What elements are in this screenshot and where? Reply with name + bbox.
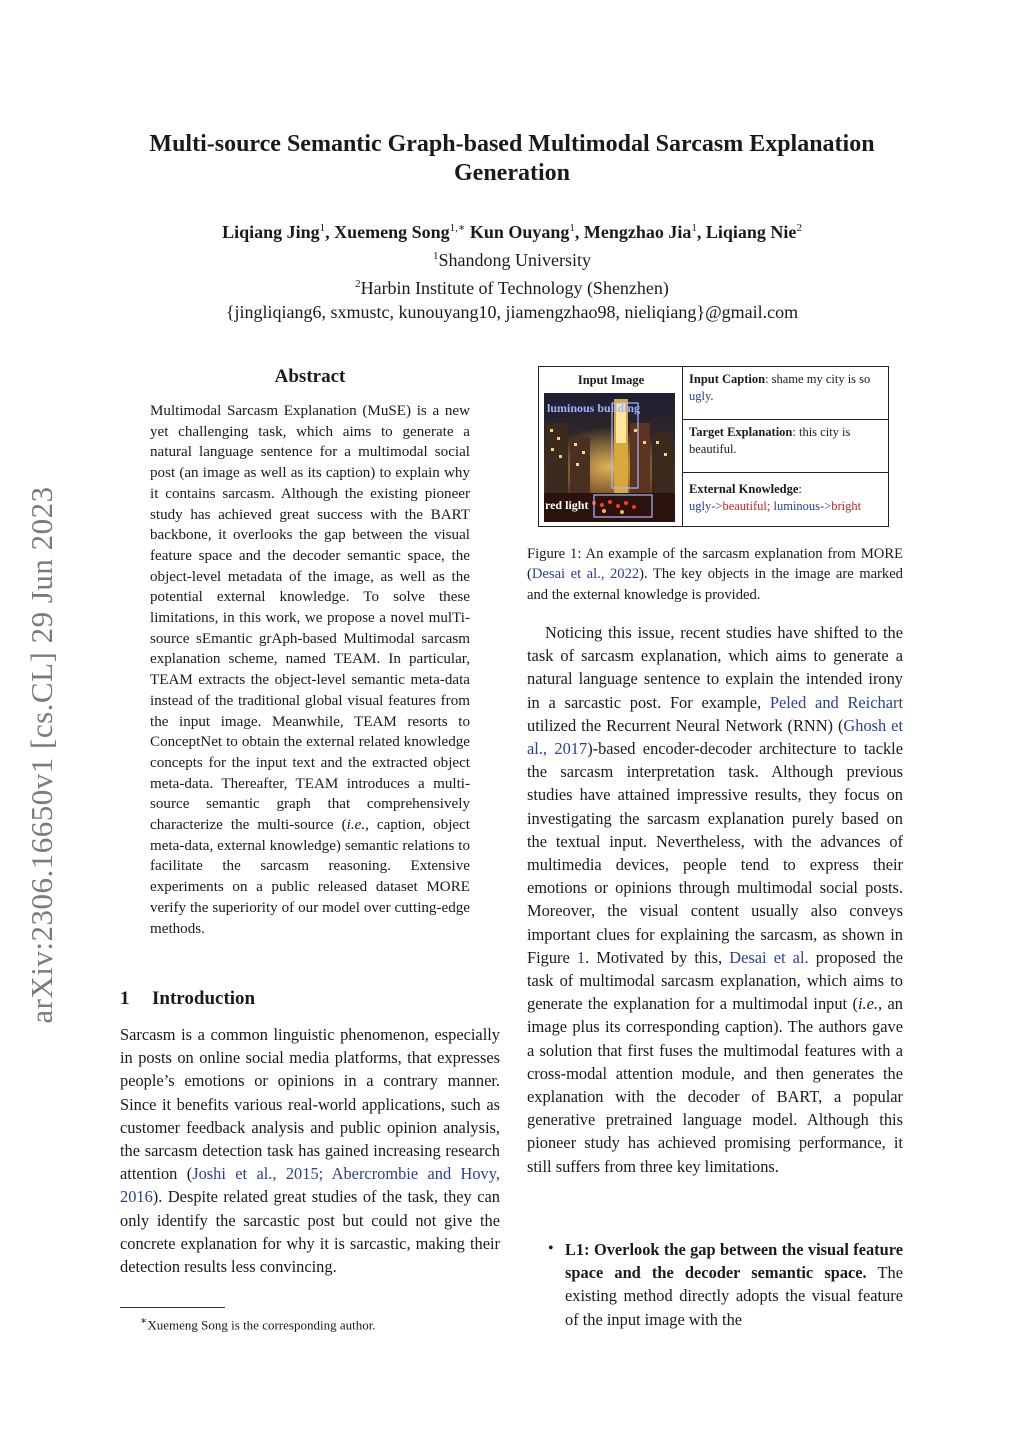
input-image-cell	[539, 367, 683, 526]
right-text-e: proposed the task of multimodal sarcasm explanation, which aims to generate the explanation for a multimodal input (	[527, 947, 903, 1014]
author-5: , Liqiang Nie	[696, 222, 797, 242]
introduction-paragraph	[120, 1023, 500, 1278]
knowledge-ugly: ugly	[689, 499, 712, 513]
abstract-ie: i.e.,	[346, 817, 369, 834]
section-title: Introduction	[152, 988, 256, 1009]
input-caption-word: ugly	[689, 389, 711, 403]
knowledge-colon: :	[798, 482, 802, 496]
author-2-sup: 1,∗	[449, 222, 466, 234]
knowledge-beautiful: beautiful	[722, 499, 767, 513]
affiliation-1	[100, 244, 924, 272]
abstract-text: Multimodal Sarcasm Explanation (MuSE) is a new yet challenging task, which aims to generate a natural language sentence for a multimodal social post (an image as well as its caption) to explain why it contains sarcasm. Although the existing pioneer study has achieved great success with the BART backbone, it overlooks the gap between the visual feature space and the decoder semantic space, the object-level metadata of the image, as well as the potential external knowledge. To solve these limitations, in this work, we propose a novel mulTi-source sEmantic grAph-based Multimodal sarcasm explanation scheme, named TEAM. In particular, TEAM extracts the object-level semantic meta-data instead of the traditional global visual features from the input image. Meanwhile, TEAM resorts to ConceptNet to obtain the external related knowledge concepts for the input text and the extracted object meta-data. Thereafter, TEAM introduces a multi-source semantic graph that comprehensively characterize the multi-source (	[150, 403, 470, 834]
bullet-marker: •	[548, 1240, 554, 1257]
author-list	[100, 216, 924, 244]
limitation-1-title: L1: Overlook the gap between the visual feature space and the decoder semantic space.	[565, 1240, 903, 1283]
affiliation-2	[100, 272, 924, 300]
external-knowledge-label: External Knowledge	[689, 482, 799, 496]
abstract-text-end: caption, object meta-data, external knowledge) semantic relations to facilitate the sarcasm reasoning. Extensive experiments on a public released dataset MORE verify the superiority of our model over cutting-edge methods.	[150, 817, 470, 937]
author-1: Liqiang Jing	[222, 222, 320, 242]
photo-label-red-light: red light	[545, 498, 589, 512]
target-explanation-cell	[683, 420, 888, 473]
affiliation-2-name: Harbin Institute of Technology (Shenzhen)	[360, 278, 669, 298]
right-text-b: utilized the Recurrent Neural Network (RNN) (	[527, 715, 844, 735]
citation-ghosh[interactable]: Ghosh et al., 2017	[527, 715, 904, 759]
input-image-label: Input Image	[577, 373, 645, 387]
target-explanation-label: Target Explanation	[689, 425, 793, 439]
right-text-a: Noticing this issue, recent studies have shifted to the task of sarcasm explanation, which aims to generate a natural language sentence to explain the intended irony in a sarcastic post. For example,	[527, 623, 903, 712]
photo-label-luminous-building: luminous building	[547, 401, 641, 415]
knowledge-arrow-1: ->	[711, 499, 723, 513]
arxiv-identifier: arXiv:2306.16650v1 [cs.CL] 29 Jun 2023	[24, 486, 59, 1024]
introduction-heading	[120, 988, 255, 1010]
right-column-paragraph	[527, 621, 903, 1178]
author-block	[100, 216, 924, 324]
footnote-rule	[120, 1307, 225, 1308]
footnote-mark: ∗	[140, 1315, 148, 1327]
knowledge-arrow-2: ->	[820, 499, 832, 513]
abstract-body	[150, 401, 470, 939]
affiliation-1-name: Shandong University	[438, 250, 591, 270]
external-knowledge-cell	[683, 473, 888, 526]
citation-peled[interactable]: Peled and Reichart	[769, 692, 903, 712]
target-explanation-text: : this city is beautiful.	[689, 425, 851, 456]
city-night-photo	[544, 393, 675, 522]
right-text-f: an image plus its corresponding caption). The authors gave a solution that first fuses the multimodal features with a cross-modal attention module, and then generates the explanation with the decoder of BART, a popular generative pretrained language model. Although this pioneer study has achieved promising performance, it still suffers from three key limitations.	[527, 994, 903, 1176]
right-text-d: . Motivated by this,	[585, 947, 730, 967]
author-1-sup: 1	[319, 222, 326, 234]
limitation-1-item	[565, 1238, 903, 1331]
author-emails: {jingliqiang6, sxmustc, kunouyang10, jiamengzhao98, nieliqiang}@gmail.com	[225, 302, 799, 322]
title-line-2: Generation	[454, 160, 570, 186]
caption-text-b: ). The key objects in the image are marked and the external knowledge is provided.	[527, 566, 903, 603]
intro-text-b: ). Despite related great studies of the task, they can only identify the sarcastic post but could not give the concrete explanation for why it is sarcastic, making their detection results less convincing.	[120, 1187, 500, 1277]
section-number: 1	[120, 988, 130, 1009]
title-line-1: Multi-source Semantic Graph-based Multimodal Sarcasm Explanation	[149, 131, 875, 157]
footnote	[140, 1313, 376, 1333]
author-5-sup: 2	[796, 222, 802, 234]
arxiv-sidebar	[12, 460, 72, 1060]
input-caption-cell	[683, 367, 888, 420]
right-text-c: )-based encoder-decoder architecture to tackle the sarcasm interpretation task. Although previous studies have attained impressive results, they focus on investigating the sarcasm explanation purely based on the textual input. Nevertheless, with the advances of multimedia devices, people tend to express their emotions or opinions through multimodal social posts. Moreover, the visual content usually also conveys important clues for explaining the sarcasm, as shown in Figure	[527, 739, 904, 967]
caption-text-a: Figure 1: An example of the sarcasm explanation from MORE (	[527, 546, 903, 583]
author-4-sup: 1	[691, 222, 697, 234]
input-caption-end: .	[710, 389, 714, 403]
right-ie: i.e.,	[857, 994, 883, 1014]
author-3: Kun Ouyang	[469, 222, 570, 242]
intro-text-a: Sarcasm is a common linguistic phenomenon, especially in posts on online social media platforms, that expresses people’s emotions or opinions in a contrary manner. Since it benefits various real-world applications, such as customer feedback analysis and public opinion analysis, the sarcasm detection task has gained increasing research attention (	[120, 1025, 500, 1184]
footnote-text: Xuemeng Song is the corresponding author.	[147, 1317, 376, 1333]
citation-link[interactable]: Joshi et al., 2015; Abercrombie and Hovy, 2016	[120, 1164, 500, 1207]
abstract-heading: Abstract	[274, 366, 346, 387]
citation-desai[interactable]: Desai et al.	[729, 947, 809, 967]
figure-1-table	[538, 366, 889, 527]
author-2: , Xuemeng Song	[325, 222, 450, 242]
figure-reference[interactable]: 1	[576, 947, 586, 967]
paper-title	[100, 130, 924, 188]
affiliation-1-sup: 1	[433, 250, 439, 262]
figure-1-caption	[527, 544, 903, 605]
author-3-sup: 1	[569, 222, 575, 234]
input-caption-text: : shame my city is so	[765, 372, 871, 386]
knowledge-luminous: luminous	[773, 499, 821, 513]
limitation-1-text: The existing method directly adopts the visual feature of the input image with the	[565, 1263, 903, 1329]
author-4: , Mengzhao Jia	[574, 222, 692, 242]
knowledge-bright: bright	[831, 499, 862, 513]
knowledge-sep: ;	[766, 499, 774, 513]
caption-citation[interactable]: Desai et al., 2022	[531, 566, 640, 583]
input-caption-label: Input Caption	[689, 372, 766, 386]
affiliation-2-sup: 2	[355, 278, 361, 290]
